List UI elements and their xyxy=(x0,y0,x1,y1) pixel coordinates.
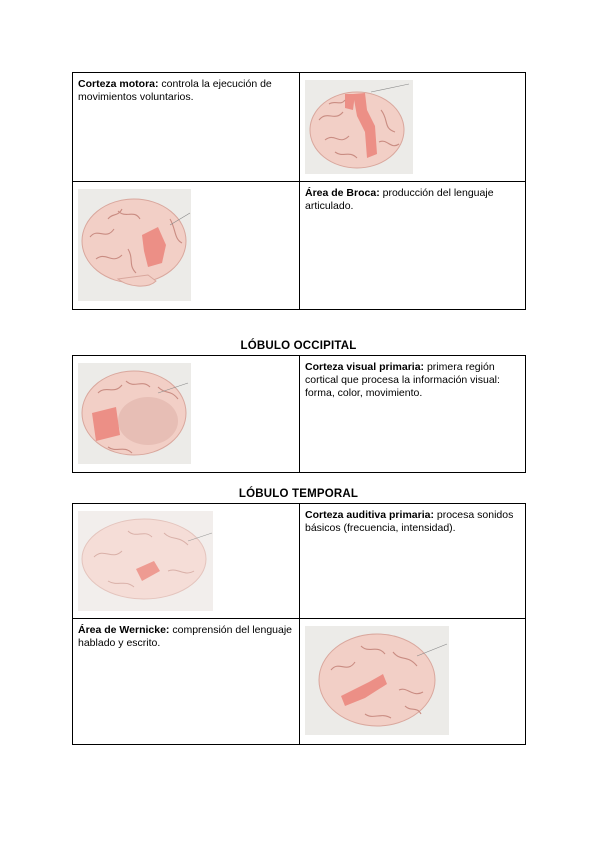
brain-visual-cortex-image xyxy=(78,363,191,464)
brain-wernicke-area-image xyxy=(305,626,449,735)
table-row xyxy=(73,182,526,310)
term-label: Área de Broca: xyxy=(305,187,380,199)
temporal-table xyxy=(72,503,526,745)
table-row xyxy=(73,356,526,473)
term-description: producción del lenguaje articulado. xyxy=(305,187,494,212)
temporal-lobe-heading: LÓBULO TEMPORAL xyxy=(238,488,359,500)
brain-auditory-cortex-image xyxy=(78,511,213,611)
term-label: Corteza visual primaria: xyxy=(305,361,425,373)
term-description: controla la ejecución de movimientos voluntarios. xyxy=(78,78,272,103)
occipital-lobe-heading: LÓBULO OCCIPITAL xyxy=(240,340,357,352)
term-label: Área de Wernicke: xyxy=(78,624,170,636)
visual-cortex-image-cell xyxy=(73,356,300,473)
motor-cortex-image-cell xyxy=(300,73,526,182)
table-row xyxy=(73,504,526,619)
motor-cortex-text-cell xyxy=(73,73,300,182)
broca-text-cell xyxy=(300,182,526,310)
visual-cortex-text-cell xyxy=(300,356,526,473)
table-row xyxy=(73,619,526,745)
term-description: primera región cortical que procesa la información visual: forma, color, movimiento. xyxy=(305,361,500,399)
wernicke-text-cell xyxy=(73,619,300,745)
term-description: comprensión del lenguaje hablado y escrito. xyxy=(78,624,293,649)
wernicke-image-cell xyxy=(300,619,526,745)
auditory-cortex-text-cell xyxy=(300,504,526,619)
table-row xyxy=(73,73,526,182)
term-description: procesa sonidos básicos (frecuencia, intensidad). xyxy=(305,509,514,534)
motor-areas-table xyxy=(72,72,526,310)
brain-broca-area-image xyxy=(78,189,191,301)
broca-image-cell xyxy=(73,182,300,310)
brain-motor-cortex-image xyxy=(305,80,413,174)
auditory-cortex-image-cell xyxy=(73,504,300,619)
occipital-table xyxy=(72,355,526,473)
term-label: Corteza auditiva primaria: xyxy=(305,509,434,521)
term-label: Corteza motora: xyxy=(78,78,159,90)
